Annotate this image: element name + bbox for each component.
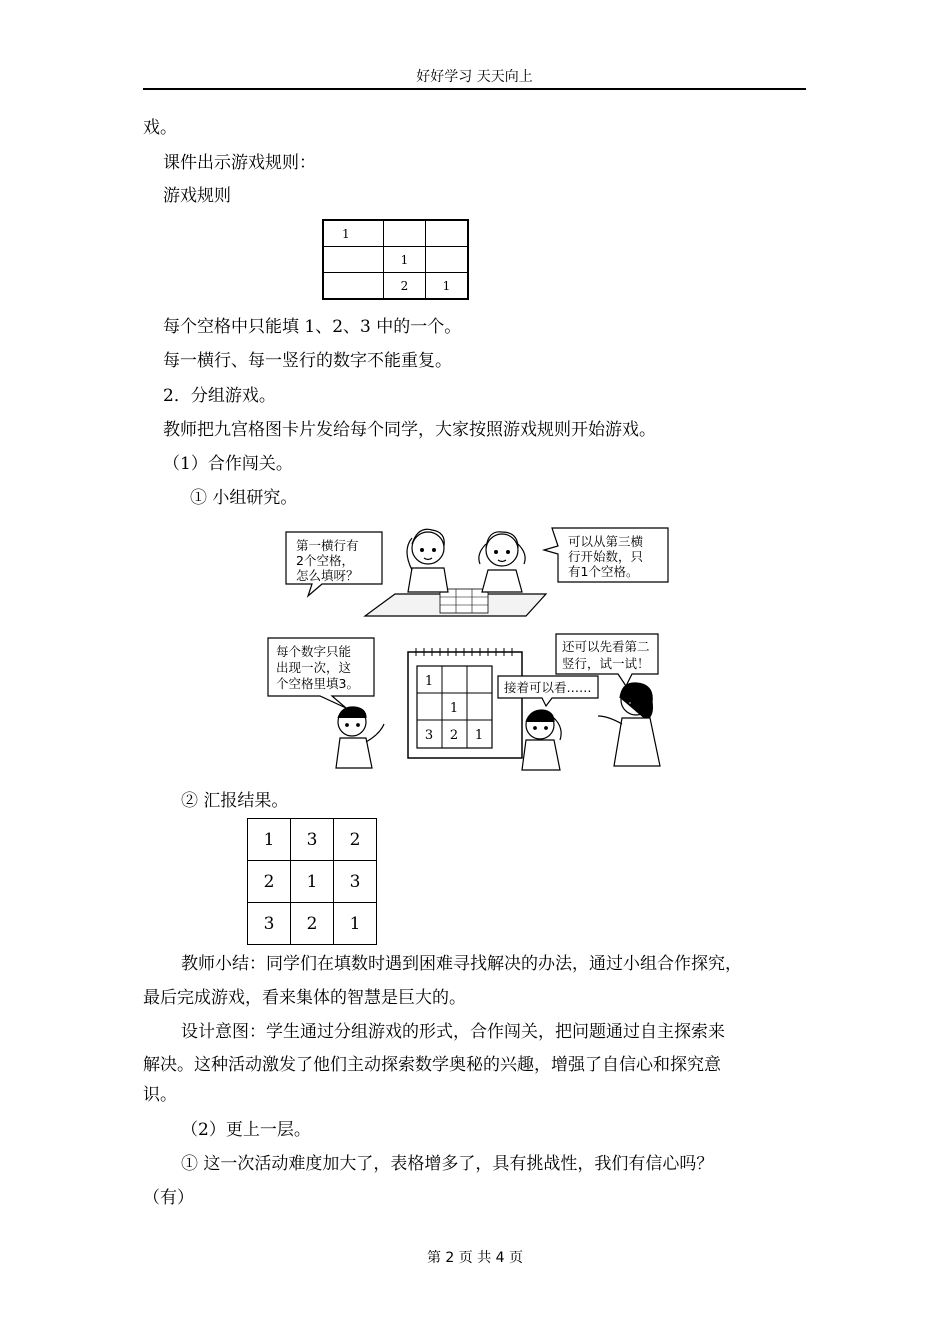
paragraph: （有） — [143, 1188, 194, 1208]
bubble-text: 还可以先看第二 — [562, 639, 650, 654]
bubble-text: 第一横行有 — [296, 538, 359, 553]
bubble-text: 可以从第三横 — [568, 534, 644, 549]
grid-cell: 1 — [291, 861, 334, 903]
board-cell: 1 — [449, 701, 459, 716]
bubble-text: 接着可以看…… — [504, 680, 592, 695]
bubble-text: 2个空格， — [296, 553, 354, 568]
grid-cell: 1 — [334, 903, 377, 945]
paragraph: 教师小结：同学们在填数时遇到困难寻找解决的办法，通过小组合作探究， — [181, 954, 742, 974]
paragraph: 设计意图：学生通过分组游戏的形式，合作闯关，把问题通过自主探索来 — [181, 1022, 725, 1042]
board-cell: 2 — [449, 728, 459, 743]
bubble-text: 出现一次，这 — [276, 660, 352, 675]
board-cell: 3 — [424, 728, 434, 743]
kid-figure-icon — [522, 710, 561, 770]
grid-cell — [426, 220, 469, 247]
paragraph: 课件出示游戏规则： — [163, 153, 316, 173]
result-grid — [247, 818, 377, 945]
paragraph: 教师把九宫格图卡片发给每个同学，大家按照游戏规则开始游戏。 — [163, 420, 656, 440]
paragraph: 最后完成游戏，看来集体的智慧是巨大的。 — [143, 988, 466, 1008]
grid-cell: 2 — [384, 273, 426, 300]
grid-cell: 1 — [384, 247, 426, 273]
paragraph: 每一横行、每一竖行的数字不能重复。 — [163, 351, 452, 371]
bubble-text: 有1个空格。 — [568, 564, 639, 579]
grid-board — [408, 648, 522, 758]
paragraph: ① 小组研究。 — [190, 488, 298, 508]
grid-cell — [323, 273, 384, 300]
page-header: 好好学习 天天向上 — [143, 66, 806, 90]
paragraph: （1）合作闯关。 — [163, 454, 293, 474]
bubble-text: 每个数字只能 — [276, 644, 352, 659]
grid-cell: 1 — [426, 273, 469, 300]
grid-cell: 2 — [291, 903, 334, 945]
board-cell: 1 — [474, 728, 484, 743]
bubble-text: 个空格里填3。 — [276, 676, 359, 691]
paragraph: 解决。这种活动激发了他们主动探索数学奥秘的兴趣，增强了自信心和探究意 — [143, 1055, 721, 1075]
group-study-illustration — [262, 520, 672, 778]
grid-cell — [384, 220, 426, 247]
bubble-text: 竖行，试一试！ — [562, 656, 650, 671]
paragraph: 2．分组游戏。 — [163, 386, 276, 406]
grid-cell: 2 — [248, 861, 291, 903]
paragraph: ② 汇报结果。 — [181, 791, 289, 811]
bubble-text: 行开始数，只 — [568, 549, 644, 564]
paragraph: 识。 — [143, 1085, 177, 1105]
paragraph: 游戏规则 — [163, 186, 231, 206]
paragraph: ① 这一次活动难度加大了，表格增多了，具有挑战性，我们有信心吗？ — [181, 1154, 714, 1174]
grid-cell: 3 — [248, 903, 291, 945]
grid-cell: 1 — [323, 220, 384, 247]
paragraph: （2）更上一层。 — [181, 1120, 311, 1140]
grid-cell — [426, 247, 469, 273]
kid-figure-icon — [407, 529, 448, 592]
grid-cell: 1 — [248, 819, 291, 861]
page-number: 第 2 页 共 4 页 — [426, 1250, 524, 1266]
rule-grid — [322, 219, 469, 300]
grid-cell — [323, 247, 384, 273]
paragraph: 每个空格中只能填 1、2、3 中的一个。 — [163, 317, 462, 337]
grid-cell: 3 — [334, 861, 377, 903]
board-cell: 1 — [424, 674, 434, 689]
kid-figure-icon — [598, 683, 660, 766]
kid-figure-icon — [479, 532, 525, 592]
grid-cell: 2 — [334, 819, 377, 861]
kid-figure-icon — [336, 707, 384, 768]
grid-cell: 3 — [291, 819, 334, 861]
bubble-text: 怎么填呀？ — [296, 568, 359, 583]
paragraph: 戏。 — [143, 118, 177, 138]
